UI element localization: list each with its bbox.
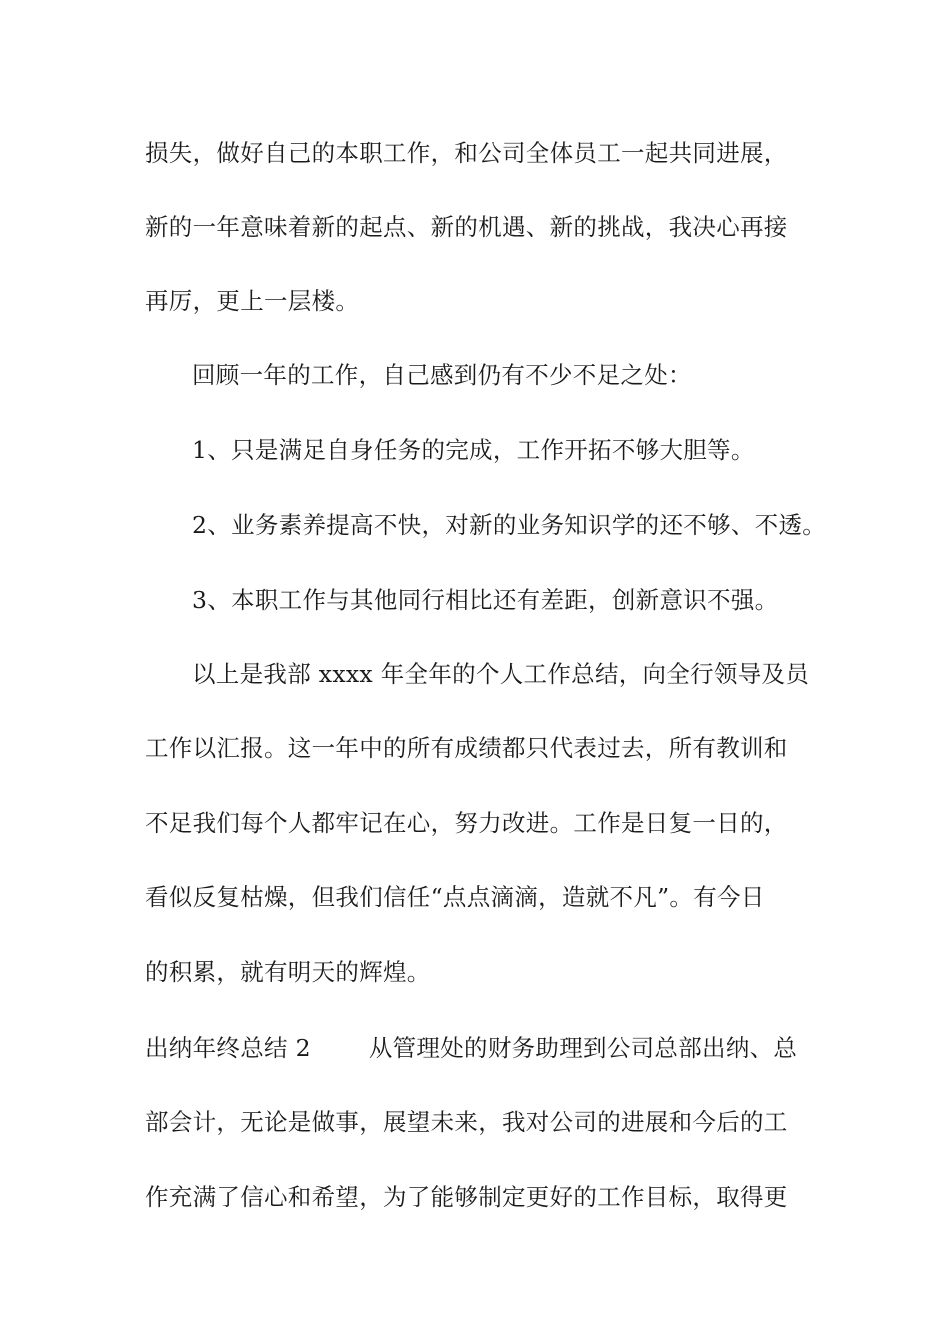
paragraph-line: 作充满了信心和希望，为了能够制定更好的工作目标，取得更 (145, 1183, 788, 1211)
paragraph-line: 新的一年意味着新的起点、新的机遇、新的挑战，我决心再接 (145, 213, 788, 241)
section-first-line: 从管理处的财务助理到公司总部出纳、总 (368, 1034, 798, 1062)
paragraph-line: 再厉，更上一层楼。 (145, 287, 360, 315)
paragraph-line: 的积累，就有明天的辉煌。 (145, 958, 431, 986)
paragraph-line: 部会计，无论是做事，展望未来，我对公司的进展和今后的工 (145, 1108, 788, 1136)
section-heading-line (145, 1033, 797, 1063)
paragraph-line: 看似反复枯燥，但我们信任“点点滴滴，造就不凡”。有今日 (145, 883, 765, 911)
section-heading: 出纳年终总结 2 (145, 1034, 311, 1062)
paragraph-line: 工作以汇报。这一年中的所有成绩都只代表过去，所有教训和 (145, 734, 788, 762)
list-item: 2、业务素养提高不快，对新的业务知识学的还不够、不透。 (192, 511, 827, 539)
paragraph-line: 不足我们每个人都牢记在心，努力改进。工作是日复一日的， (145, 809, 788, 837)
paragraph-line: 损失，做好自己的本职工作，和公司全体员工一起共同进展， (145, 139, 788, 167)
paragraph-line: 回顾一年的工作，自己感到仍有不少不足之处： (192, 361, 692, 389)
list-item: 3、本职工作与其他同行相比还有差距，创新意识不强。 (192, 586, 779, 614)
list-item: 1、只是满足自身任务的完成，工作开拓不够大胆等。 (192, 436, 755, 464)
paragraph-line: 以上是我部 xxxx 年全年的个人工作总结，向全行领导及员 (192, 660, 810, 688)
